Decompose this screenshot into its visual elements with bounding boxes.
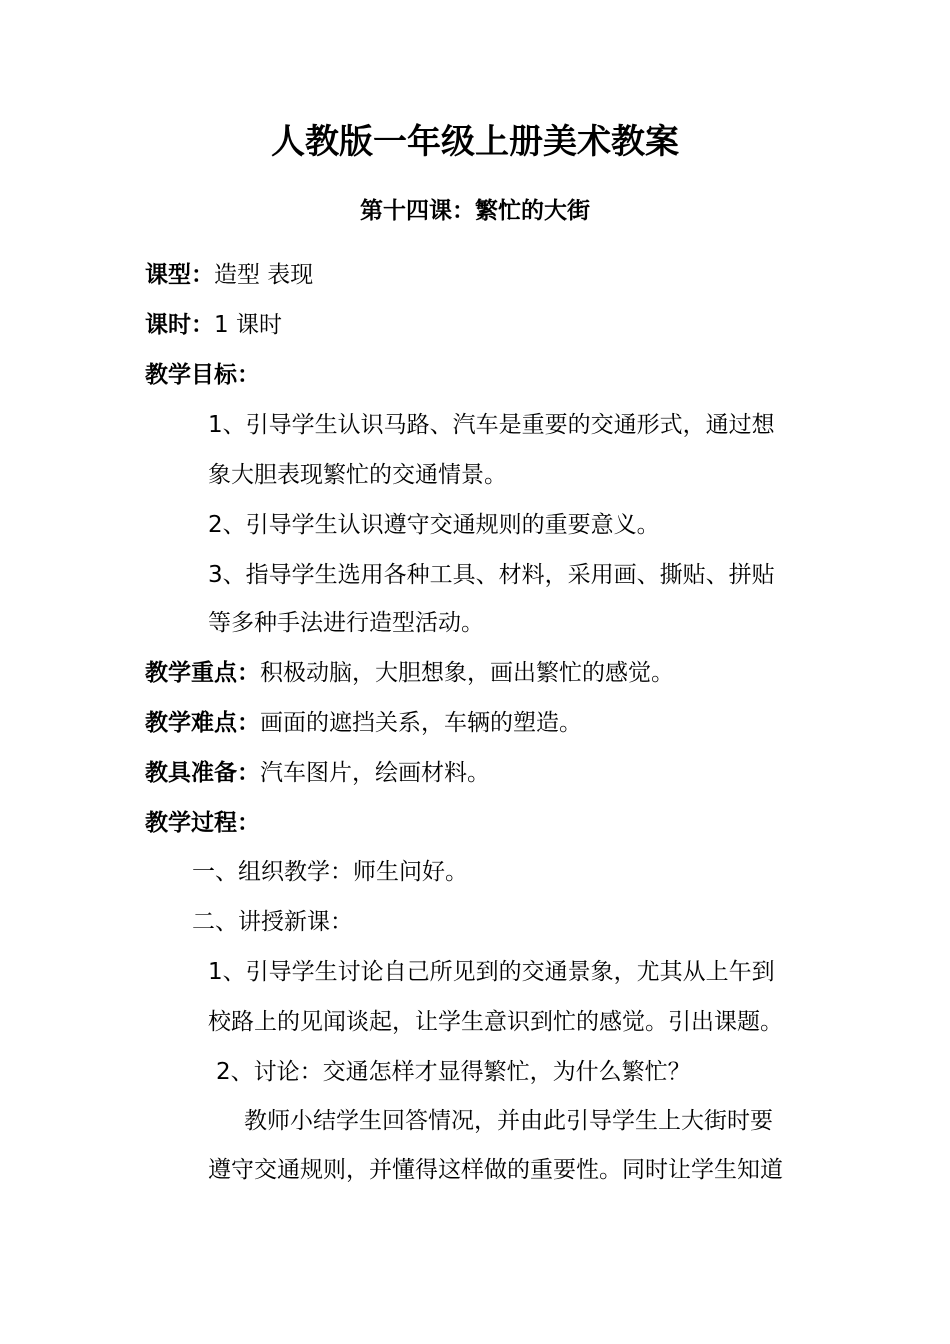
difficulties-value: 画面的遮挡关系，车辆的塑造。 (260, 710, 582, 736)
process-line: 二、讲授新课： (192, 909, 353, 935)
process-line: 一、组织教学：师生问好。 (192, 859, 468, 885)
materials-label: 教具准备： (145, 760, 260, 786)
document-title: 人教版一年级上册美术教案 (271, 122, 679, 162)
course-type-value: 造型 表现 (214, 262, 314, 288)
key-points-row (145, 658, 674, 688)
lesson-subtitle: 第十四课：繁忙的大街 (360, 198, 590, 224)
materials-value: 汽车图片，绘画材料。 (260, 760, 490, 786)
objective-line: 象大胆表现繁忙的交通情景。 (208, 462, 507, 488)
key-points-label: 教学重点： (145, 660, 260, 686)
objectives-heading: 教学目标： (145, 362, 260, 388)
process-line: 教师小结学生回答情况，并由此引导学生上大街时要 (244, 1108, 773, 1134)
objective-line: 等多种手法进行造型活动。 (208, 610, 484, 636)
materials-row (145, 758, 490, 788)
objective-line: 3、指导学生选用各种工具、材料，采用画、撕贴、拼贴 (208, 562, 775, 588)
difficulties-label: 教学难点： (145, 710, 260, 736)
objective-line: 1、引导学生认识马路、汽车是重要的交通形式，通过想 (208, 412, 775, 438)
hours-row (145, 310, 282, 340)
process-line: 遵守交通规则，并懂得这样做的重要性。同时让学生知道 (208, 1157, 783, 1183)
course-type-row (145, 260, 313, 290)
objective-line: 2、引导学生认识遵守交通规则的重要意义。 (208, 512, 660, 538)
process-line: 2、讨论：交通怎样才显得繁忙，为什么繁忙？ (216, 1059, 691, 1085)
hours-label: 课时： (145, 312, 214, 338)
difficulties-row (145, 708, 582, 738)
process-heading: 教学过程： (145, 810, 260, 836)
process-line: 1、引导学生讨论自己所见到的交通景象，尤其从上午到 (208, 959, 775, 985)
hours-value: 1 课时 (214, 312, 282, 338)
process-line: 校路上的见闻谈起，让学生意识到忙的感觉。引出课题。 (208, 1009, 783, 1035)
key-points-value: 积极动脑，大胆想象，画出繁忙的感觉。 (260, 660, 674, 686)
course-type-label: 课型： (145, 262, 214, 288)
